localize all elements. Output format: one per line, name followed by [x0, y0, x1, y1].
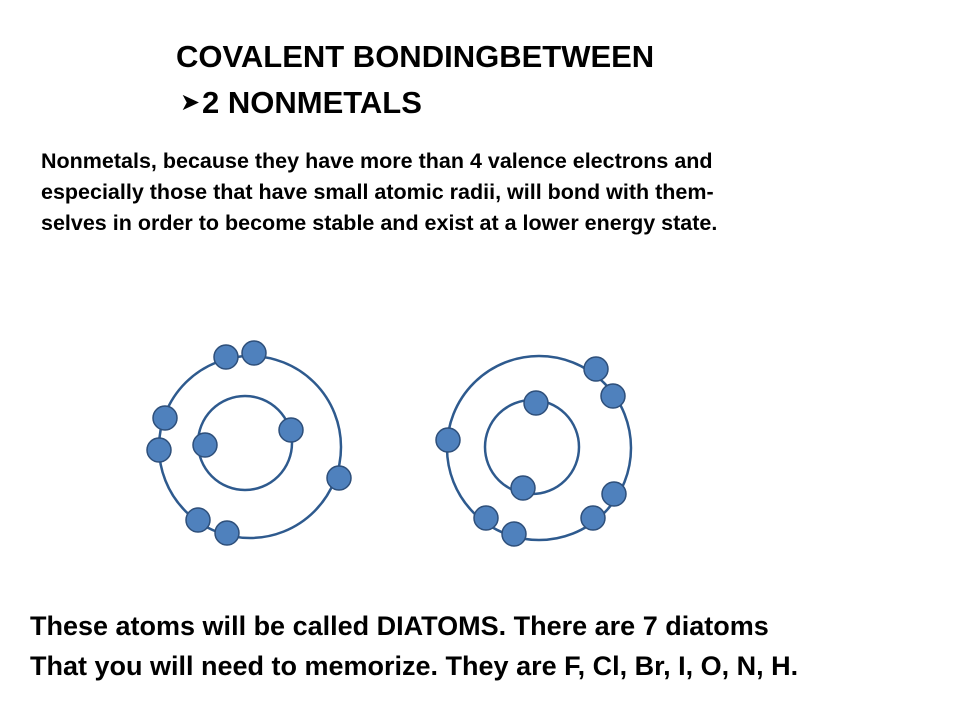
intro-line-3: selves in order to become stable and exist at a lower energy state. — [41, 211, 718, 235]
electron — [581, 506, 605, 530]
electron — [511, 476, 535, 500]
footer-line-1: These atoms will be called DIATOMS. There are 7 diatoms — [30, 611, 769, 641]
electron — [242, 341, 266, 365]
footer-text — [30, 606, 798, 686]
electron — [215, 521, 239, 545]
electron — [602, 482, 626, 506]
electron — [524, 391, 548, 415]
right-atom — [436, 356, 631, 546]
electron — [193, 433, 217, 457]
arrow-bullet-icon: ➤ — [180, 89, 201, 116]
electron — [584, 357, 608, 381]
subtitle-text: 2 NONMETALS — [202, 85, 422, 120]
electron — [502, 522, 526, 546]
electron — [214, 345, 238, 369]
footer-line-2: That you will need to memorize. They are F, Cl, Br, I, O, N, H. — [30, 651, 799, 681]
slide-title: COVALENT BONDINGBETWEEN — [176, 39, 655, 74]
left-atom — [147, 341, 351, 545]
electron — [153, 406, 177, 430]
intro-line-2: especially those that have small atomic radii, will bond with them- — [41, 180, 714, 204]
electron — [601, 384, 625, 408]
electron — [474, 506, 498, 530]
electron — [279, 418, 303, 442]
intro-line-1: Nonmetals, because they have more than 4 valence electrons and — [41, 149, 713, 173]
electron — [327, 466, 351, 490]
electron — [147, 438, 171, 462]
left-atom-outer-shell — [159, 356, 341, 538]
electron — [436, 428, 460, 452]
electron — [186, 508, 210, 532]
